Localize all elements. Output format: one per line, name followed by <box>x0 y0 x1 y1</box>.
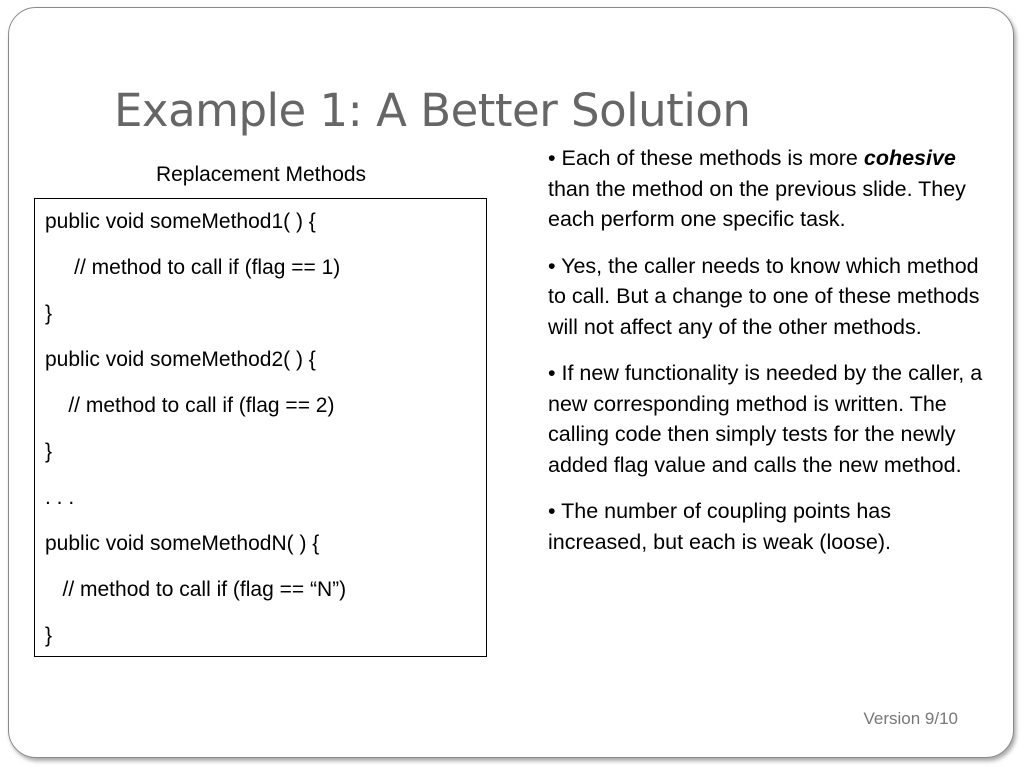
code-line: . . . <box>45 486 75 509</box>
bullet-text: than the method on the previous slide. They each perform one specific task. <box>548 176 966 231</box>
bullet-item: • The number of coupling points has increased, but each is weak (loose). <box>548 499 891 554</box>
code-line: // method to call if (flag == “N”) <box>45 578 347 601</box>
code-line: public void someMethod1( ) { <box>45 210 316 233</box>
code-line: } <box>45 624 53 647</box>
bullet-item: • Yes, the caller needs to know which method to call. But a change to one of these methods will not affect any of the other methods. <box>548 253 980 339</box>
code-line: public void someMethod2( ) { <box>45 348 316 371</box>
slide-footer: Version 9/10 <box>863 709 958 728</box>
slide-title: Example 1: A Better Solution <box>114 84 751 137</box>
bullet-list <box>548 143 988 573</box>
code-line: } <box>45 302 53 325</box>
code-line: } <box>45 440 53 463</box>
code-line: // method to call if (flag == 1) <box>45 256 341 279</box>
bullet-item <box>548 143 988 235</box>
code-caption: Replacement Methods <box>155 163 367 186</box>
bullet-item: • If new functionality is needed by the caller, a new corresponding method is written. The calling code then simply tests for the newly added flag value and calls the new method. <box>548 361 983 477</box>
code-line: public void someMethodN( ) { <box>45 532 320 555</box>
code-line: // method to call if (flag == 2) <box>45 394 335 417</box>
bullet-text: • Each of these methods is more <box>548 146 864 170</box>
bullet-emphasis: cohesive <box>863 146 956 170</box>
code-box <box>34 198 487 657</box>
